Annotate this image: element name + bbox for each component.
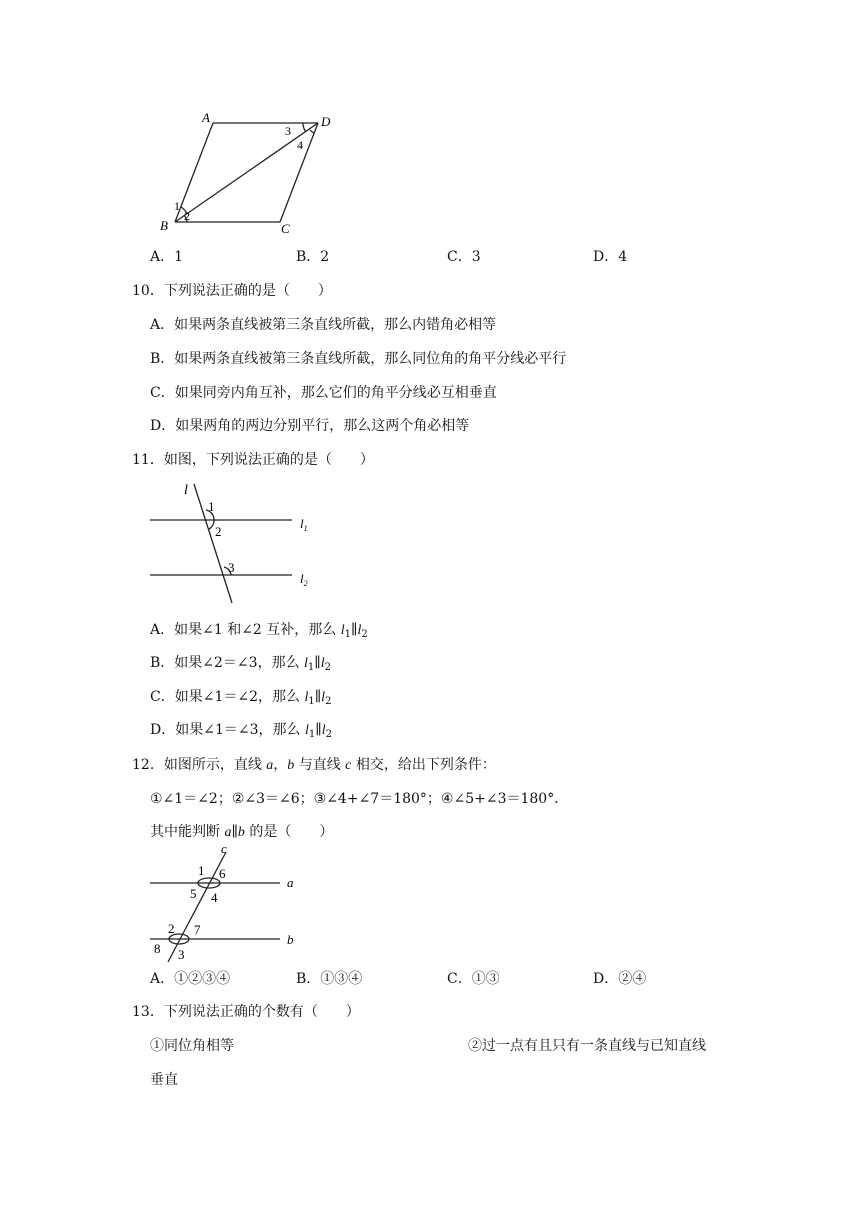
q10-option-d: D．如果两角的两边分别平行，那么这两个角必相等 bbox=[150, 418, 470, 434]
q12-conditions: ①∠1＝∠2；②∠3＝∠6；③∠4+∠7＝180°；④∠5+∠3＝180°． bbox=[150, 791, 569, 807]
q13-stem: 13．下列说法正确的个数有（ ） bbox=[132, 1004, 360, 1020]
parallel-lines-figure bbox=[140, 476, 330, 608]
vertex-b-label: B bbox=[160, 218, 168, 233]
q9-option-b: B．2 bbox=[296, 249, 330, 265]
q13-item-2-continued: 垂直 bbox=[150, 1072, 178, 1088]
angle-2-label: 2 bbox=[168, 921, 175, 936]
parallelogram-figure bbox=[140, 108, 340, 238]
line-l-label: l bbox=[184, 483, 188, 498]
line-b-label: b bbox=[287, 932, 294, 947]
transversal-figure bbox=[140, 840, 310, 965]
q13-item-2: ②过一点有且只有一条直线与已知直线 bbox=[468, 1038, 706, 1054]
vertex-c-label: C bbox=[281, 221, 290, 236]
q12-option-a: A．①②③④ bbox=[150, 971, 231, 987]
line-a-label: a bbox=[287, 875, 294, 890]
angle-4-label: 4 bbox=[297, 138, 303, 152]
q10-option-a: A．如果两条直线被第三条直线所截，那么内错角必相等 bbox=[150, 317, 497, 333]
angle-1-label: 1 bbox=[198, 863, 205, 878]
q10-option-b: B．如果两条直线被第三条直线所截，那么同位角的角平分线必平行 bbox=[150, 351, 567, 367]
angle-6-label: 6 bbox=[219, 866, 226, 881]
line-c-label: c bbox=[221, 841, 227, 856]
q12-option-b: B．①③④ bbox=[296, 971, 363, 987]
q11-option-b: B．如果∠2＝∠3，那么 $l_1\parallel l_2$ bbox=[150, 655, 332, 673]
q11-option-d: D．如果∠1＝∠3，那么 $l_1\parallel l_2$ bbox=[150, 722, 332, 740]
q11-option-c: C．如果∠1＝∠2，那么 $l_1\parallel l_2$ bbox=[150, 689, 332, 707]
q9-option-a: A．1 bbox=[150, 249, 184, 265]
angle-8-label: 8 bbox=[154, 941, 161, 956]
angle-2-label: 2 bbox=[215, 524, 222, 539]
q10-stem: 10．下列说法正确的是（ ） bbox=[132, 283, 332, 299]
vertex-a-label: A bbox=[202, 110, 210, 125]
q11-stem: 11．如图，下列说法正确的是（ ） bbox=[132, 452, 374, 468]
q12-stem: 12．如图所示，直线 a，b 与直线 c 相交，给出下列条件： bbox=[132, 757, 496, 773]
line-l2-label: $l_2$ bbox=[300, 571, 308, 588]
vertex-d-label: D bbox=[321, 114, 331, 129]
q10-option-c: C．如果同旁内角互补，那么它们的角平分线必互相垂直 bbox=[150, 385, 497, 401]
angle-1-label: 1 bbox=[208, 499, 215, 514]
q13-item-1: ①同位角相等 bbox=[150, 1038, 234, 1054]
angle-4-label: 4 bbox=[211, 890, 218, 905]
q9-option-c: C．3 bbox=[447, 249, 481, 265]
q11-option-a: A．如果∠1 和∠2 互补，那么 $l_1\parallel l_2$ bbox=[150, 622, 368, 640]
q12-option-d: D．②④ bbox=[593, 971, 647, 987]
angle-5-label: 5 bbox=[190, 886, 197, 901]
line-l1-label: $l_1$ bbox=[300, 516, 308, 533]
q12-option-c: C．①③ bbox=[447, 971, 500, 987]
q12-question: 其中能判断 a∥b 的是（ ） bbox=[150, 824, 334, 840]
angle-3-label: 3 bbox=[228, 560, 235, 575]
angle-1-label: 1 bbox=[174, 199, 180, 213]
angle-7-label: 7 bbox=[194, 922, 201, 937]
angle-3-label: 3 bbox=[178, 947, 185, 962]
q9-option-d: D．4 bbox=[593, 249, 628, 265]
angle-3-label: 3 bbox=[285, 124, 291, 138]
angle-2-label: 2 bbox=[184, 209, 190, 223]
